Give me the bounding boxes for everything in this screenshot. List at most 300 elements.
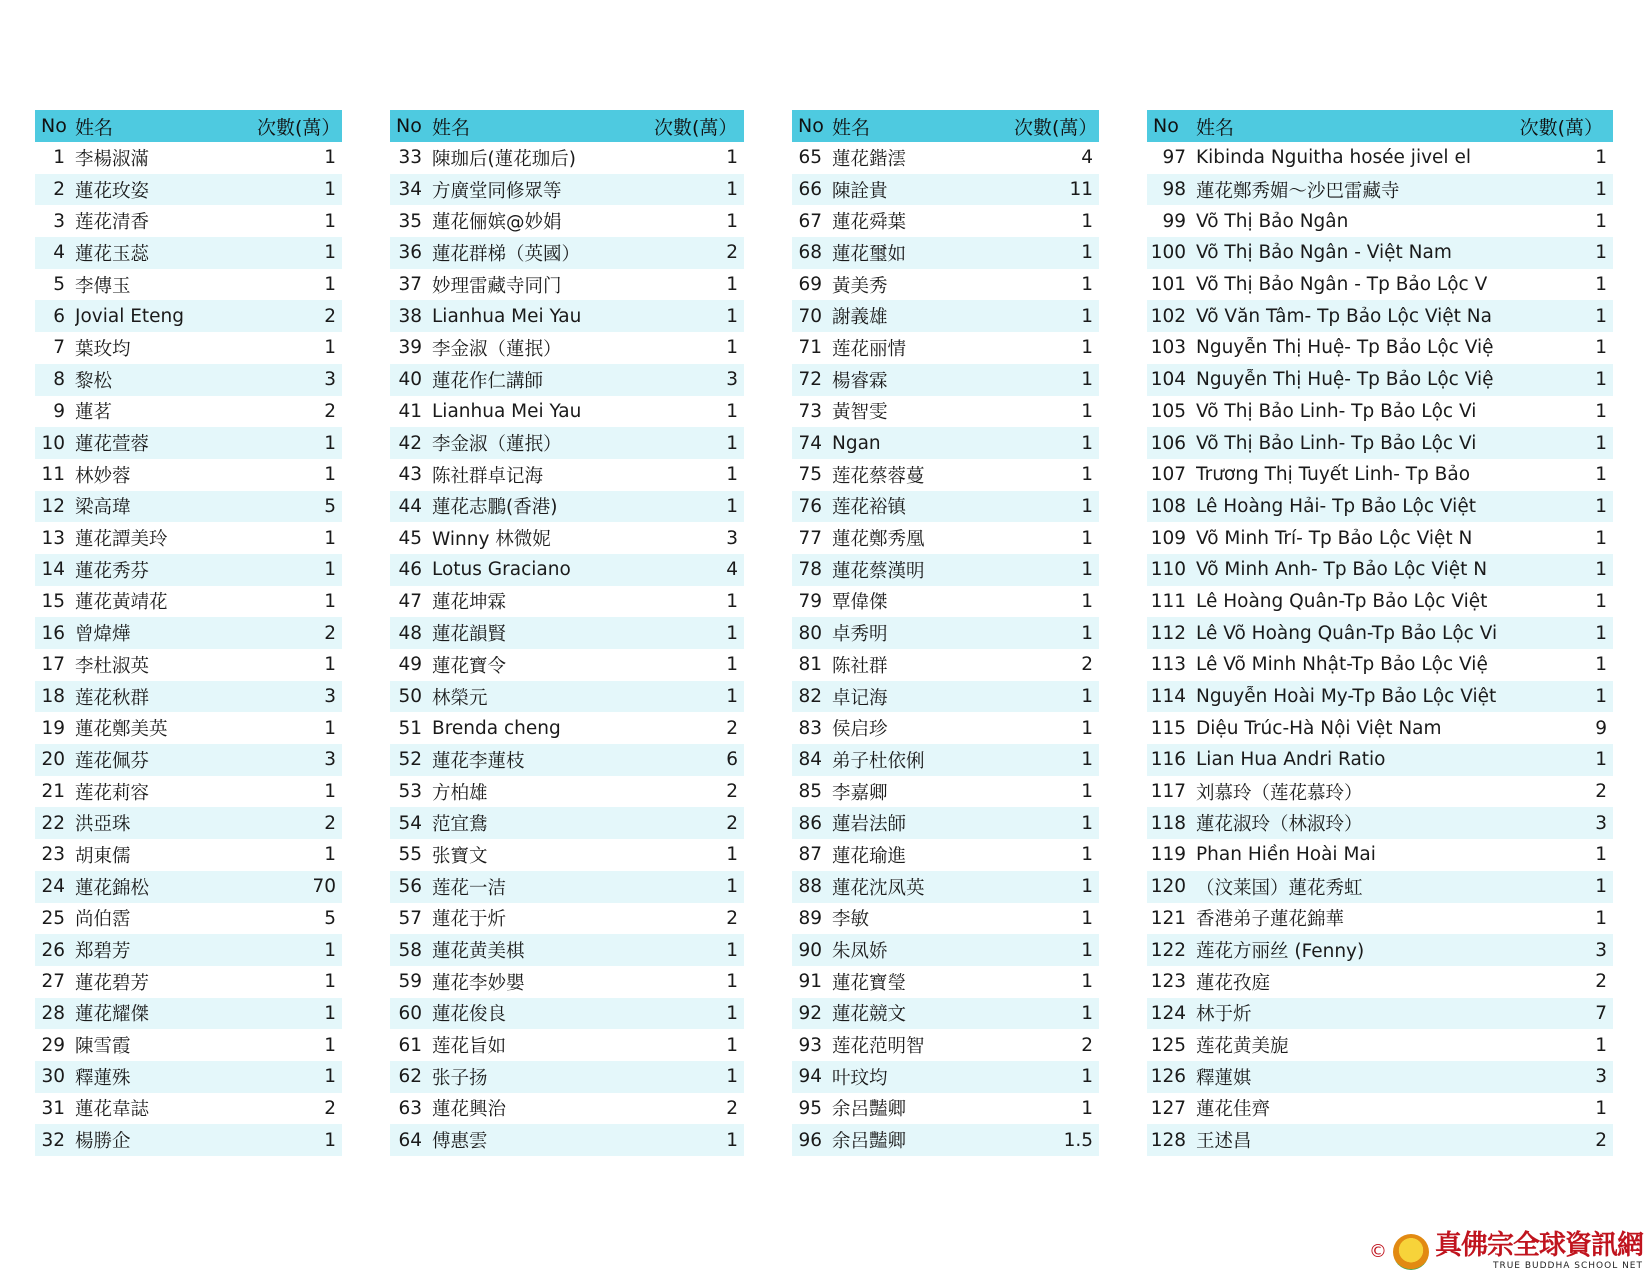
row-count: 1	[1595, 686, 1607, 708]
row-count: 5	[324, 495, 336, 517]
table-row	[792, 142, 1099, 174]
row-number: 46	[398, 559, 422, 581]
table-row	[1147, 491, 1613, 523]
row-count: 3	[324, 749, 336, 771]
row-number: 41	[398, 400, 422, 422]
row-number: 77	[798, 527, 822, 549]
brand-chinese: 真佛宗全球資訊網	[1435, 1230, 1643, 1261]
row-number: 28	[41, 1002, 65, 1024]
row-count: 1	[726, 1066, 738, 1088]
row-number: 53	[398, 781, 422, 803]
row-count: 1	[726, 1002, 738, 1024]
row-number: 75	[798, 464, 822, 486]
table-row	[792, 1029, 1099, 1061]
table-row	[35, 871, 342, 903]
row-number: 33	[398, 147, 422, 169]
row-number: 126	[1150, 1066, 1186, 1088]
row-number: 36	[398, 242, 422, 264]
row-number: 70	[798, 305, 822, 327]
row-name: Võ Thị Bảo Ngân - Việt Nam	[1196, 242, 1452, 264]
row-name: Nguyễn Hoài My-Tp Bảo Lộc Việt	[1196, 686, 1497, 708]
table-row	[35, 681, 342, 713]
table-row	[1147, 1124, 1613, 1156]
row-name: Võ Thị Bảo Ngân - Tp Bảo Lộc V	[1196, 274, 1488, 296]
row-count: 1	[1081, 622, 1093, 644]
table-row	[390, 586, 744, 618]
table-row	[1147, 744, 1613, 776]
row-number: 97	[1162, 147, 1186, 169]
row-number: 86	[798, 812, 822, 834]
table-row	[792, 903, 1099, 935]
row-count: 1	[324, 147, 336, 169]
row-number: 32	[41, 1129, 65, 1151]
row-name: 蓮花李妙嬰	[432, 972, 525, 994]
row-number: 84	[798, 749, 822, 771]
row-count: 1	[1081, 749, 1093, 771]
table-row	[792, 776, 1099, 808]
table-row	[792, 681, 1099, 713]
table-row	[792, 396, 1099, 428]
table-row	[792, 459, 1099, 491]
row-name: 陈社群卓记海	[432, 465, 544, 487]
table-row	[390, 491, 744, 523]
row-number: 58	[398, 939, 422, 961]
row-name: Trương Thị Tuyết Linh- Tp Bảo	[1196, 464, 1471, 486]
row-count: 1	[1081, 1097, 1093, 1119]
table-row	[1147, 1093, 1613, 1125]
row-number: 120	[1150, 876, 1186, 898]
table-row	[390, 396, 744, 428]
row-name: 蓮花李蓮枝	[432, 750, 525, 772]
table-row	[390, 871, 744, 903]
row-number: 112	[1150, 622, 1186, 644]
table-header	[792, 110, 1099, 142]
row-number: 2	[53, 179, 65, 201]
row-number: 64	[398, 1129, 422, 1151]
table-row	[1147, 903, 1613, 935]
row-count: 1	[726, 686, 738, 708]
row-name: 蓮花耀傑	[75, 1004, 150, 1026]
row-name: Võ Minh Trí- Tp Bảo Lộc Việt N	[1196, 527, 1473, 549]
row-count: 1.5	[1063, 1129, 1093, 1151]
row-number: 7	[53, 337, 65, 359]
row-count: 1	[1595, 622, 1607, 644]
row-number: 125	[1150, 1034, 1186, 1056]
table-row	[390, 142, 744, 174]
row-number: 78	[798, 559, 822, 581]
row-number: 35	[398, 210, 422, 232]
row-name: Kibinda Nguitha hosée jivel el	[1196, 147, 1471, 169]
row-count: 1	[726, 654, 738, 676]
row-count: 2	[324, 812, 336, 834]
table-row	[792, 998, 1099, 1030]
row-number: 104	[1150, 369, 1186, 391]
row-number: 80	[798, 622, 822, 644]
row-count: 2	[1081, 1034, 1093, 1056]
row-count: 1	[324, 179, 336, 201]
row-number: 54	[398, 812, 422, 834]
table-row	[1147, 998, 1613, 1030]
table-row	[390, 1061, 744, 1093]
row-name: 张子扬	[432, 1067, 488, 1089]
row-number: 42	[398, 432, 422, 454]
row-count: 1	[1595, 590, 1607, 612]
table-row	[35, 427, 342, 459]
row-number: 90	[798, 939, 822, 961]
row-name: 蓮花璽如	[832, 243, 907, 265]
row-count: 1	[1595, 1034, 1607, 1056]
row-name: 郑碧芳	[75, 941, 131, 963]
row-name: 范宜鴦	[432, 814, 488, 836]
row-number: 10	[41, 432, 65, 454]
table-row	[1147, 1061, 1613, 1093]
table-row	[1147, 364, 1613, 396]
row-number: 47	[398, 590, 422, 612]
row-count: 2	[1595, 1129, 1607, 1151]
row-count: 1	[726, 590, 738, 612]
table-row	[792, 1061, 1099, 1093]
row-count: 1	[726, 495, 738, 517]
copyright-symbol: ©	[1369, 1241, 1387, 1262]
row-number: 24	[41, 876, 65, 898]
table-row	[1147, 649, 1613, 681]
row-count: 11	[1069, 179, 1093, 201]
row-name: 李敏	[832, 909, 870, 931]
row-name: 蓮花譚美玲	[75, 529, 168, 551]
row-name: 蓮花蔡漢明	[832, 560, 925, 582]
table-row	[792, 712, 1099, 744]
row-number: 60	[398, 1002, 422, 1024]
row-count: 1	[324, 1129, 336, 1151]
row-name: Jovial Eteng	[75, 305, 185, 327]
table-row	[792, 934, 1099, 966]
row-name: 莲花蔡蓉蔓	[832, 465, 925, 487]
row-count: 9	[1595, 717, 1607, 739]
row-name: Võ Thị Bảo Ngân	[1196, 210, 1349, 232]
row-number: 111	[1150, 590, 1186, 612]
row-number: 79	[798, 590, 822, 612]
row-number: 110	[1150, 559, 1186, 581]
row-count: 3	[726, 527, 738, 549]
row-name: 蓮岩法師	[832, 814, 907, 836]
row-name: 王述昌	[1196, 1131, 1252, 1153]
row-count: 6	[726, 749, 738, 771]
row-count: 1	[726, 876, 738, 898]
row-count: 1	[324, 559, 336, 581]
row-count: 2	[726, 907, 738, 929]
row-number: 76	[798, 495, 822, 517]
row-name: Võ Thị Bảo Linh- Tp Bảo Lộc Vi	[1196, 400, 1477, 422]
table-row	[35, 364, 342, 396]
donor-table-4	[1147, 110, 1613, 1156]
table-row	[1147, 617, 1613, 649]
row-number: 20	[41, 749, 65, 771]
table-row	[390, 237, 744, 269]
table-row	[1147, 522, 1613, 554]
row-name: 侯启珍	[832, 719, 888, 741]
table-row	[1147, 966, 1613, 998]
row-number: 105	[1150, 400, 1186, 422]
row-count: 1	[1595, 654, 1607, 676]
table-row	[390, 174, 744, 206]
row-count: 1	[1081, 337, 1093, 359]
row-number: 107	[1150, 464, 1186, 486]
row-count: 1	[1595, 432, 1607, 454]
row-count: 4	[726, 559, 738, 581]
row-number: 88	[798, 876, 822, 898]
row-name: 张寶文	[432, 845, 488, 867]
table-row	[390, 1093, 744, 1125]
table-row	[35, 998, 342, 1030]
row-count: 1	[1081, 242, 1093, 264]
table-row	[35, 522, 342, 554]
table-row	[35, 332, 342, 364]
table-row	[1147, 269, 1613, 301]
row-count: 70	[312, 876, 336, 898]
row-number: 114	[1150, 686, 1186, 708]
table-row	[1147, 681, 1613, 713]
table-row	[1147, 332, 1613, 364]
row-number: 12	[41, 495, 65, 517]
row-name: 莲花秋群	[75, 687, 150, 709]
header-no: No	[1153, 115, 1179, 137]
table-row	[390, 712, 744, 744]
table-row	[390, 205, 744, 237]
row-name: 蓮花于炘	[432, 909, 507, 931]
row-count: 1	[726, 305, 738, 327]
row-number: 93	[798, 1034, 822, 1056]
row-name: 蓮花黄美棋	[432, 941, 525, 963]
row-number: 57	[398, 907, 422, 929]
row-number: 91	[798, 971, 822, 993]
row-name: 蓮花寶瑩	[832, 972, 907, 994]
table-row	[1147, 554, 1613, 586]
table-row	[390, 807, 744, 839]
row-count: 2	[726, 781, 738, 803]
row-name: 蓮花孜庭	[1196, 972, 1271, 994]
row-name: 梁高瑋	[75, 497, 131, 519]
table-row	[1147, 174, 1613, 206]
row-name: Võ Văn Tâm- Tp Bảo Lộc Việt Na	[1196, 305, 1492, 327]
row-name: 莲花一洁	[432, 877, 507, 899]
row-number: 29	[41, 1034, 65, 1056]
row-count: 1	[1595, 147, 1607, 169]
table-row	[390, 300, 744, 332]
row-number: 87	[798, 844, 822, 866]
row-count: 1	[1595, 1097, 1607, 1119]
table-row	[35, 966, 342, 998]
row-name: 蓮花韻賢	[432, 624, 507, 646]
row-number: 48	[398, 622, 422, 644]
row-name: 卓秀明	[832, 624, 888, 646]
row-count: 1	[1595, 907, 1607, 929]
table-row	[390, 903, 744, 935]
row-name: 方柏雄	[432, 782, 488, 804]
row-count: 1	[1595, 242, 1607, 264]
row-count: 1	[324, 274, 336, 296]
row-number: 6	[53, 305, 65, 327]
header-name: 姓名	[432, 116, 471, 139]
row-count: 1	[726, 622, 738, 644]
row-name: 李杜淑英	[75, 655, 150, 677]
table-header	[1147, 110, 1613, 142]
table-row	[1147, 934, 1613, 966]
row-name: 蓮花寶令	[432, 655, 507, 677]
row-count: 1	[1081, 812, 1093, 834]
row-name: 莲花旨如	[432, 1036, 507, 1058]
row-number: 66	[798, 179, 822, 201]
row-name: 傅惠雲	[432, 1131, 488, 1153]
row-name: 蓮花佳齊	[1196, 1099, 1271, 1121]
table-row	[35, 712, 342, 744]
table-row	[1147, 142, 1613, 174]
row-number: 39	[398, 337, 422, 359]
table-row	[792, 174, 1099, 206]
row-count: 1	[324, 654, 336, 676]
table-row	[792, 269, 1099, 301]
row-count: 3	[726, 369, 738, 391]
table-row	[390, 332, 744, 364]
row-count: 1	[1595, 337, 1607, 359]
row-name: 蓮花俪嫔@妙娟	[432, 212, 562, 234]
row-number: 123	[1150, 971, 1186, 993]
row-name: Lê Hoàng Quân-Tp Bảo Lộc Việt	[1196, 590, 1488, 612]
row-number: 67	[798, 210, 822, 232]
row-count: 3	[1595, 812, 1607, 834]
table-row	[35, 491, 342, 523]
row-count: 1	[1595, 844, 1607, 866]
table-row	[792, 1093, 1099, 1125]
row-number: 59	[398, 971, 422, 993]
row-number: 101	[1150, 274, 1186, 296]
table-row	[792, 427, 1099, 459]
row-name: Diệu Trúc-Hà Nội Việt Nam	[1196, 717, 1442, 739]
table-row	[792, 586, 1099, 618]
row-number: 128	[1150, 1129, 1186, 1151]
row-name: 朱凤娇	[832, 941, 888, 963]
row-name: 林榮元	[432, 687, 488, 709]
row-number: 22	[41, 812, 65, 834]
row-name: 陳雪霞	[75, 1036, 131, 1058]
row-count: 1	[726, 464, 738, 486]
table-row	[390, 649, 744, 681]
row-number: 5	[53, 274, 65, 296]
row-number: 23	[41, 844, 65, 866]
row-number: 31	[41, 1097, 65, 1119]
table-row	[35, 617, 342, 649]
row-count: 2	[324, 400, 336, 422]
row-name: 莲花范明智	[832, 1036, 925, 1058]
table-row	[35, 459, 342, 491]
table-row	[390, 554, 744, 586]
row-count: 1	[726, 1034, 738, 1056]
row-name: 蓮花坤霖	[432, 592, 507, 614]
donor-table-1	[35, 110, 342, 1156]
table-row	[1147, 807, 1613, 839]
row-count: 1	[1595, 559, 1607, 581]
row-number: 71	[798, 337, 822, 359]
table-row	[792, 205, 1099, 237]
row-name: Võ Thị Bảo Linh- Tp Bảo Lộc Vi	[1196, 432, 1477, 454]
table-row	[35, 586, 342, 618]
row-count: 1	[1081, 274, 1093, 296]
row-count: 1	[324, 844, 336, 866]
row-count: 1	[726, 179, 738, 201]
table-row	[792, 744, 1099, 776]
table-row	[792, 300, 1099, 332]
row-name: Lê Võ Minh Nhật-Tp Bảo Lộc Việ	[1196, 654, 1488, 676]
row-name: 李金淑（蓮抿）	[432, 434, 562, 456]
row-name: 蓮花秀芬	[75, 560, 150, 582]
row-name: 蓮茗	[75, 402, 113, 424]
row-name: 林于炘	[1196, 1004, 1252, 1026]
row-name: 弟子杜依俐	[832, 750, 925, 772]
row-count: 1	[1595, 527, 1607, 549]
row-number: 65	[798, 147, 822, 169]
donor-table-3	[792, 110, 1099, 1156]
row-count: 2	[324, 305, 336, 327]
table-row	[792, 522, 1099, 554]
table-row	[390, 934, 744, 966]
row-count: 1	[1081, 876, 1093, 898]
row-number: 89	[798, 907, 822, 929]
row-number: 14	[41, 559, 65, 581]
row-name: 香港弟子蓮花錦華	[1196, 909, 1345, 931]
row-name: 蓮花黃靖花	[75, 592, 168, 614]
table-row	[1147, 712, 1613, 744]
row-name: 莲花丽情	[832, 338, 907, 360]
row-name: 莲花清香	[75, 212, 150, 234]
table-row	[1147, 871, 1613, 903]
row-number: 55	[398, 844, 422, 866]
row-number: 61	[398, 1034, 422, 1056]
row-number: 9	[53, 400, 65, 422]
row-name: 李傳玉	[75, 275, 131, 297]
row-count: 1	[1081, 527, 1093, 549]
row-number: 50	[398, 686, 422, 708]
header-name: 姓名	[832, 116, 871, 139]
table-row	[35, 903, 342, 935]
row-name: 黃智雯	[832, 402, 888, 424]
row-name: Lian Hua Andri Ratio	[1196, 749, 1386, 771]
table-row	[792, 554, 1099, 586]
row-name: 黃美秀	[832, 275, 888, 297]
row-count: 1	[1595, 179, 1607, 201]
lotus-emblem-icon	[1393, 1234, 1429, 1270]
row-name: Nguyễn Thị Huệ- Tp Bảo Lộc Việ	[1196, 337, 1494, 359]
header-no: No	[41, 115, 67, 137]
table-row	[1147, 205, 1613, 237]
row-count: 1	[324, 527, 336, 549]
table-row	[35, 554, 342, 586]
row-name: 蓮花淑玲（林淑玲）	[1196, 814, 1363, 836]
row-name: 蓮花玫姿	[75, 180, 150, 202]
row-name: Nguyễn Thị Huệ- Tp Bảo Lộc Việ	[1196, 369, 1494, 391]
row-count: 7	[1595, 1002, 1607, 1024]
table-row	[390, 1124, 744, 1156]
row-count: 1	[1081, 464, 1093, 486]
row-name: 陳珈后(蓮花珈后)	[432, 148, 576, 170]
row-count: 1	[1595, 464, 1607, 486]
brand-english: TRUE BUDDHA SCHOOL NET	[1492, 1261, 1643, 1271]
row-count: 1	[324, 717, 336, 739]
row-name: 蓮花志鵬(香港)	[432, 497, 558, 519]
row-count: 1	[1081, 432, 1093, 454]
row-count: 1	[726, 432, 738, 454]
table-row	[390, 744, 744, 776]
table-row	[792, 617, 1099, 649]
table-row	[35, 174, 342, 206]
